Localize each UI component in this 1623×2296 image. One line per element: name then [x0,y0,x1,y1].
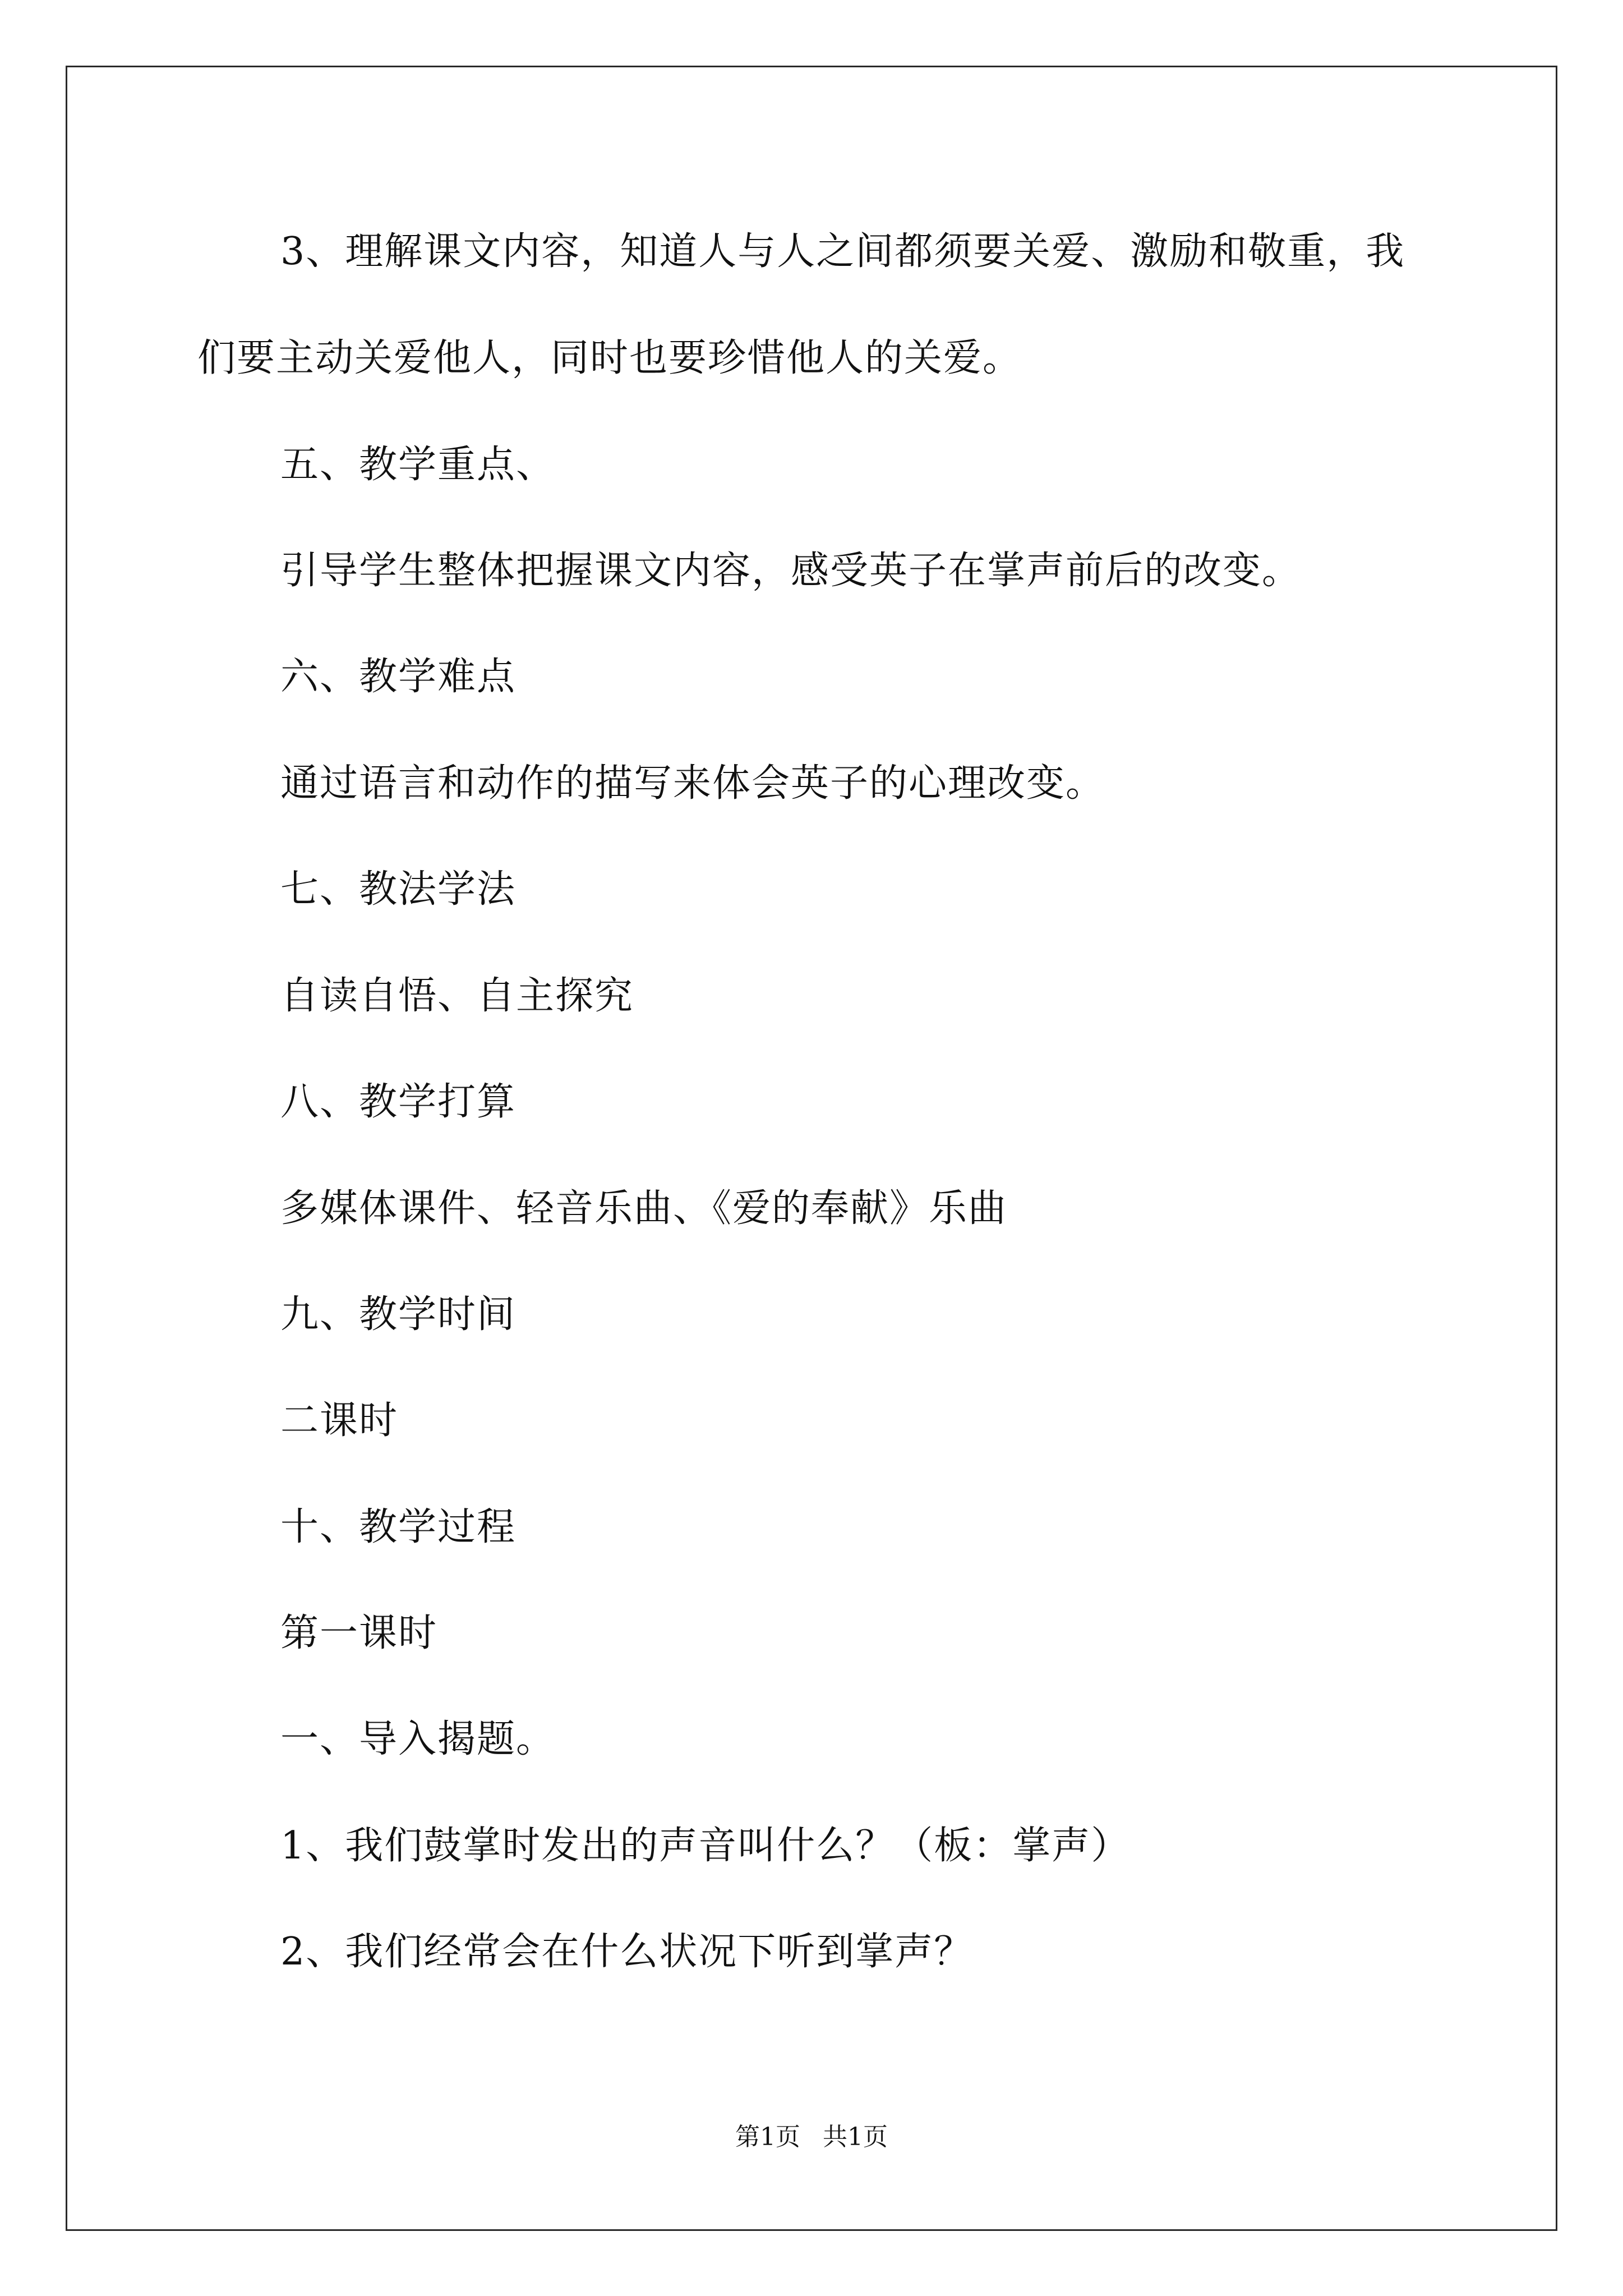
section-heading-9: 九、教学时间 [280,1292,517,1337]
section-heading-8: 八、教学打算 [280,1080,517,1124]
question-1: 1、我们鼓掌时发出的声音叫什么？（板：掌声） [280,1824,1131,1868]
section-heading-6: 六、教学难点 [280,655,517,699]
paragraph-1-continued: 们要主动关爱他人，同时也要珍惜他人的关爱。 [197,336,1022,380]
paragraph-4: 自读自悟、自主探究 [280,974,634,1018]
question-2: 2、我们经常会在什么状况下听到掌声？ [280,1930,974,1974]
page-total: 共1页 [823,2123,888,2151]
step-heading-1: 一、导入揭题。 [280,1717,556,1761]
lesson-heading: 第一课时 [280,1611,438,1655]
paragraph-5: 多媒体课件、轻音乐曲、《爱的奉献》乐曲 [280,1186,1008,1231]
paragraph-2: 引导学生整体把握课文内容，感受英子在掌声前后的改变。 [280,549,1302,593]
section-heading-10: 十、教学过程 [280,1505,517,1549]
page-number: 第1页 [735,2123,800,2151]
section-heading-5: 五、教学重点、 [280,443,556,487]
paragraph-1: 3、理解课文内容，知道人与人之间都须要关爱、激励和敬重，我 [280,229,1405,274]
paragraph-6: 二课时 [280,1398,399,1443]
page-footer [0,2120,1623,2154]
paragraph-3: 通过语言和动作的描写来体会英子的心理改变。 [280,761,1105,806]
section-heading-7: 七、教法学法 [280,867,517,912]
